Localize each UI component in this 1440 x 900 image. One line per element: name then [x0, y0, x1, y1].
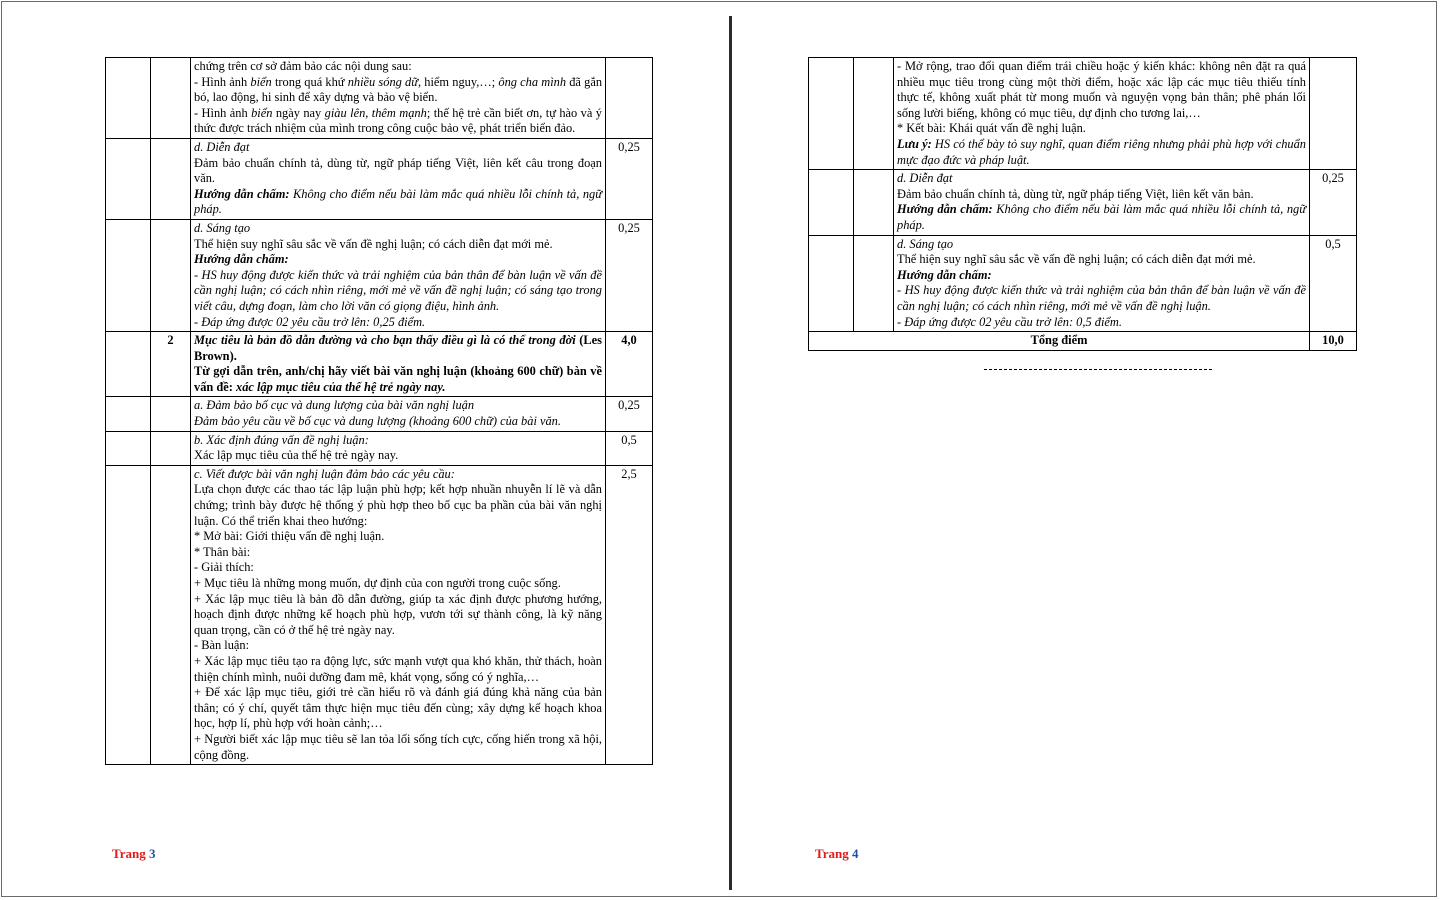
table-row — [106, 397, 653, 431]
footer-number: 3 — [148, 846, 156, 861]
text-run: Hướng dẫn chấm: — [897, 267, 992, 282]
text-run: ông cha mình — [498, 74, 567, 89]
question-number-cell — [854, 58, 894, 170]
text-run: Hướng dẫn chấm: — [194, 252, 289, 267]
content-line — [897, 187, 1306, 203]
content-cell — [191, 465, 606, 764]
content-line — [194, 237, 602, 253]
content-line — [897, 237, 1306, 253]
text-run: Đảm bảo chuẩn chính tả, dùng từ, ngữ pháp tiếng Việt, liên kết câu trong đoạn văn. — [194, 155, 602, 186]
total-score: 10,0 — [1310, 332, 1357, 351]
text-run: hiểm nguy,…; — [421, 74, 499, 89]
content-cell — [191, 431, 606, 465]
grading-table-page-4 — [808, 57, 1357, 351]
text-run: giàu lên, thêm mạnh — [324, 105, 427, 120]
page-4 — [734, 0, 1440, 900]
score-cell: 0,25 — [606, 138, 653, 219]
text-run: + Mục tiêu là những mong muốn, dự định của con người trong cuộc sống. — [194, 576, 561, 590]
text-run: d. Diễn đạt — [194, 139, 250, 154]
content-line — [194, 654, 602, 685]
content-line — [194, 140, 602, 156]
content-line — [897, 59, 1306, 121]
text-run: Mục tiêu là bản đồ dẫn đường và cho bạn thấy điều gì là có thể trong đời — [194, 333, 576, 348]
text-run: Từ gợi dẫn trên, anh/chị hãy viết bài văn nghị luận (khoảng 600 chữ) bàn về vấn đề: — [194, 364, 602, 394]
grading-table-body — [106, 58, 653, 765]
text-run: d. Sáng tạo — [897, 236, 954, 251]
footer-word: Trang — [815, 846, 849, 861]
section-cell — [106, 219, 151, 331]
text-run: - Mở rộng, trao đổi quan điểm trái chiều hoặc ý kiến khác: không nên đặt ra quá nhiều mục tiêu trong cùng một thời điểm, hoặc xác lập các mục tiêu thiếu tính thực tế, không xuất phát từ mong muốn và nguyện vọng bản thân; phê phán lối sống lười biếng, không có mục tiêu, dự định cho tương lai,… — [897, 59, 1306, 120]
text-run: Đảm bảo yêu cầu về bố cục và dung lượng (khoảng 600 chữ) của bài văn. — [194, 414, 561, 429]
content-line — [194, 732, 602, 763]
content-line — [194, 482, 602, 529]
content-line — [194, 467, 602, 483]
score-cell: 0,25 — [606, 397, 653, 431]
table-row — [106, 219, 653, 331]
text-run: đã gắn bó, lao động, hi sinh để xây dựng và bảo vệ biển. — [194, 74, 603, 105]
text-run: - Đáp ứng được 02 yêu cầu trở lên: 0,5 điểm. — [897, 314, 1122, 329]
text-run: ; thế hệ trẻ cần biết ơn, tự hào và ý thức được trách nhiệm của mình trong công cuộc bảo vệ, phát triển biển đảo. — [194, 105, 602, 136]
table-row — [809, 235, 1357, 332]
text-run: Xác lập mục tiêu của thế hệ trẻ ngày nay. — [194, 448, 399, 463]
text-run: chứng trên cơ sở đảm bảo các nội dung sau: — [194, 59, 412, 73]
text-run: c. Viết được bài văn nghị luận đảm bảo các yêu cầu: — [194, 466, 455, 481]
content-line — [897, 202, 1306, 233]
text-run: - Hình ảnh — [194, 105, 252, 120]
content-cell — [191, 332, 606, 397]
section-cell — [809, 170, 854, 235]
content-line — [897, 121, 1306, 137]
text-run: Hướng dẫn chấm: — [194, 186, 290, 201]
text-run: Thể hiện suy nghĩ sâu sắc về vấn đề nghị luận; có cách diễn đạt mới mẻ. — [194, 236, 553, 251]
page-number-footer — [112, 846, 155, 862]
table-row — [809, 170, 1357, 235]
text-run: - Bàn luận: — [194, 638, 250, 653]
footer-word: Trang — [112, 846, 146, 861]
text-run: Đảm bảo chuẩn chính tả, dùng từ, ngữ pháp tiếng Việt, liên kết văn bản. — [897, 186, 1254, 201]
text-run: - HS huy động được kiến thức và trải nghiệm của bản thân để bàn luận về vấn đề cần nghị luận; có cách nhìn riêng, mới mẻ về vấn đề nghị luận. — [897, 283, 1306, 313]
table-row — [106, 58, 653, 139]
score-cell: 4,0 — [606, 332, 653, 397]
text-run: (Les Brown). — [194, 333, 603, 363]
table-row — [106, 138, 653, 219]
text-run: Không cho điểm nếu bài làm mắc quá nhiều lỗi chính tả, ngữ pháp. — [897, 202, 1307, 232]
total-row — [809, 332, 1357, 351]
table-row — [106, 332, 653, 397]
text-run: * Thân bài: — [194, 544, 251, 559]
score-cell: 0,5 — [1310, 235, 1357, 332]
text-run: biển — [251, 105, 273, 120]
text-run: + Để xác lập mục tiêu, giới trẻ cần hiểu rõ và đánh giá đúng khả năng của bản thân; có ý chí, quyết tâm thực hiện mục tiêu đến cùng; xây dựng kế hoạch khoa học, hợp lí, phù hợp với hoàn cảnh;… — [194, 685, 602, 731]
score-cell: 2,5 — [606, 465, 653, 764]
text-run: Thể hiện suy nghĩ sâu sắc về vấn đề nghị luận; có cách diễn đạt mới mẻ. — [897, 252, 1256, 267]
text-run: trong quá khứ — [271, 74, 348, 89]
content-cell — [191, 219, 606, 331]
text-run: Không cho điểm nếu bài làm mắc quá nhiều lỗi chính tả, ngữ pháp. — [194, 186, 602, 217]
score-cell: 0,25 — [1310, 170, 1357, 235]
table-row — [106, 431, 653, 465]
question-number-cell — [151, 58, 191, 139]
content-line — [194, 592, 602, 639]
text-run: Hướng dẫn chấm: — [897, 202, 993, 217]
question-number-cell — [151, 397, 191, 431]
question-number-cell — [151, 465, 191, 764]
content-line — [897, 283, 1306, 314]
table-row — [809, 58, 1357, 170]
question-number-cell — [151, 138, 191, 219]
content-line — [194, 268, 602, 315]
section-cell — [106, 431, 151, 465]
content-line — [194, 529, 602, 545]
text-run: nhiều sóng dữ, — [347, 74, 422, 89]
content-line — [897, 315, 1306, 331]
content-line — [897, 268, 1306, 284]
text-run: - Giải thích: — [194, 560, 254, 575]
question-number-cell — [854, 235, 894, 332]
section-cell — [106, 138, 151, 219]
content-line — [897, 137, 1306, 168]
content-line — [897, 171, 1306, 187]
content-line — [194, 106, 602, 137]
content-line — [194, 364, 602, 395]
score-cell: 0,5 — [606, 431, 653, 465]
end-separator-line — [984, 369, 1212, 370]
content-cell — [894, 58, 1310, 170]
content-line — [194, 187, 602, 218]
text-run: biển — [250, 74, 272, 89]
text-run: * Mở bài: Giới thiệu vấn đề nghị luận. — [194, 529, 385, 544]
content-line — [194, 156, 602, 187]
text-run: xác lập mục tiêu của thế hệ trẻ ngày nay. — [236, 379, 446, 394]
section-cell — [809, 58, 854, 170]
section-cell — [106, 397, 151, 431]
content-line — [194, 75, 602, 106]
content-line — [194, 414, 602, 430]
score-cell: 0,25 — [606, 219, 653, 331]
text-run: a. Đảm bảo bố cục và dung lượng của bài văn nghị luận — [194, 398, 475, 413]
content-line — [194, 398, 602, 414]
content-line — [194, 685, 602, 732]
content-line — [194, 638, 602, 654]
text-run: HS có thể bày tỏ suy nghĩ, quan điểm riêng nhưng phải phù hợp với chuẩn mực đạo đức và pháp luật. — [897, 136, 1307, 167]
text-run: - Đáp ứng được 02 yêu cầu trở lên: 0,25 điểm. — [194, 314, 426, 329]
content-line — [194, 433, 602, 449]
table-row — [106, 465, 653, 764]
text-run: d. Sáng tạo — [194, 220, 251, 235]
content-cell — [191, 138, 606, 219]
question-number-cell — [854, 170, 894, 235]
content-line — [194, 333, 602, 364]
grading-table-body — [809, 58, 1357, 351]
grading-table-page-3 — [105, 57, 653, 765]
score-cell — [606, 58, 653, 139]
score-cell — [1310, 58, 1357, 170]
text-run: Lựa chọn được các thao tác lập luận phù hợp; kết hợp nhuần nhuyễn lí lẽ và dẫn chứng; trình bày được hệ thống ý phù hợp theo bố cục ba phần của bài văn nghị luận. Có thể triển khai theo hướng: — [194, 482, 602, 528]
text-run: Lưu ý: — [897, 136, 932, 151]
text-run: d. Diễn đạt — [897, 171, 953, 186]
text-run: - HS huy động được kiến thức và trải nghiệm của bản thân để bàn luận về vấn đề cần nghị luận; có cách nhìn riêng, mới mẻ về vấn đề nghị luận; có sáng tạo trong viết câu, dựng đoạn, làm cho lời văn có giọng điệu, hình ảnh. — [194, 267, 602, 313]
content-line — [194, 59, 602, 75]
content-cell — [894, 170, 1310, 235]
question-number-cell — [151, 431, 191, 465]
content-line — [897, 252, 1306, 268]
content-cell — [191, 397, 606, 431]
footer-number: 4 — [851, 846, 859, 861]
section-cell — [106, 58, 151, 139]
text-run: + Xác lập mục tiêu tạo ra động lực, sức mạnh vượt qua khó khăn, thử thách, hoàn thiện chính mình, nuôi dưỡng đam mê, khát vọng, sống có ý nghĩa,… — [194, 653, 602, 684]
text-run: * Kết bài: Khái quát vấn đề nghị luận. — [897, 121, 1086, 136]
text-run: ngày nay — [272, 105, 325, 120]
content-line — [194, 252, 602, 268]
content-line — [194, 560, 602, 576]
page-divider — [729, 16, 732, 890]
section-cell — [106, 332, 151, 397]
content-line — [194, 221, 602, 237]
text-run: - Hình ảnh — [194, 74, 251, 89]
content-line — [194, 576, 602, 592]
content-line — [194, 315, 602, 331]
section-cell — [809, 235, 854, 332]
content-line — [194, 545, 602, 561]
text-run: + Người biết xác lập mục tiêu sẽ lan tỏa lối sống tích cực, cống hiến trong xã hội, cộng đồng. — [194, 731, 602, 762]
section-cell — [106, 465, 151, 764]
question-number-cell: 2 — [151, 332, 191, 397]
content-cell — [894, 235, 1310, 332]
text-run: + Xác lập mục tiêu là bản đồ dẫn đường, giúp ta xác định được phương hướng, hoạch định được những kế hoạch phù hợp, vươn tới sự thành công, là kỹ năng quan trọng, cần có ở thế hệ trẻ ngày nay. — [194, 591, 602, 637]
total-label: Tổng điểm — [809, 332, 1310, 351]
question-number-cell — [151, 219, 191, 331]
page-number-footer — [815, 846, 858, 862]
text-run: b. Xác định đúng vấn đề nghị luận: — [194, 432, 369, 447]
content-cell — [191, 58, 606, 139]
content-line — [194, 448, 602, 464]
